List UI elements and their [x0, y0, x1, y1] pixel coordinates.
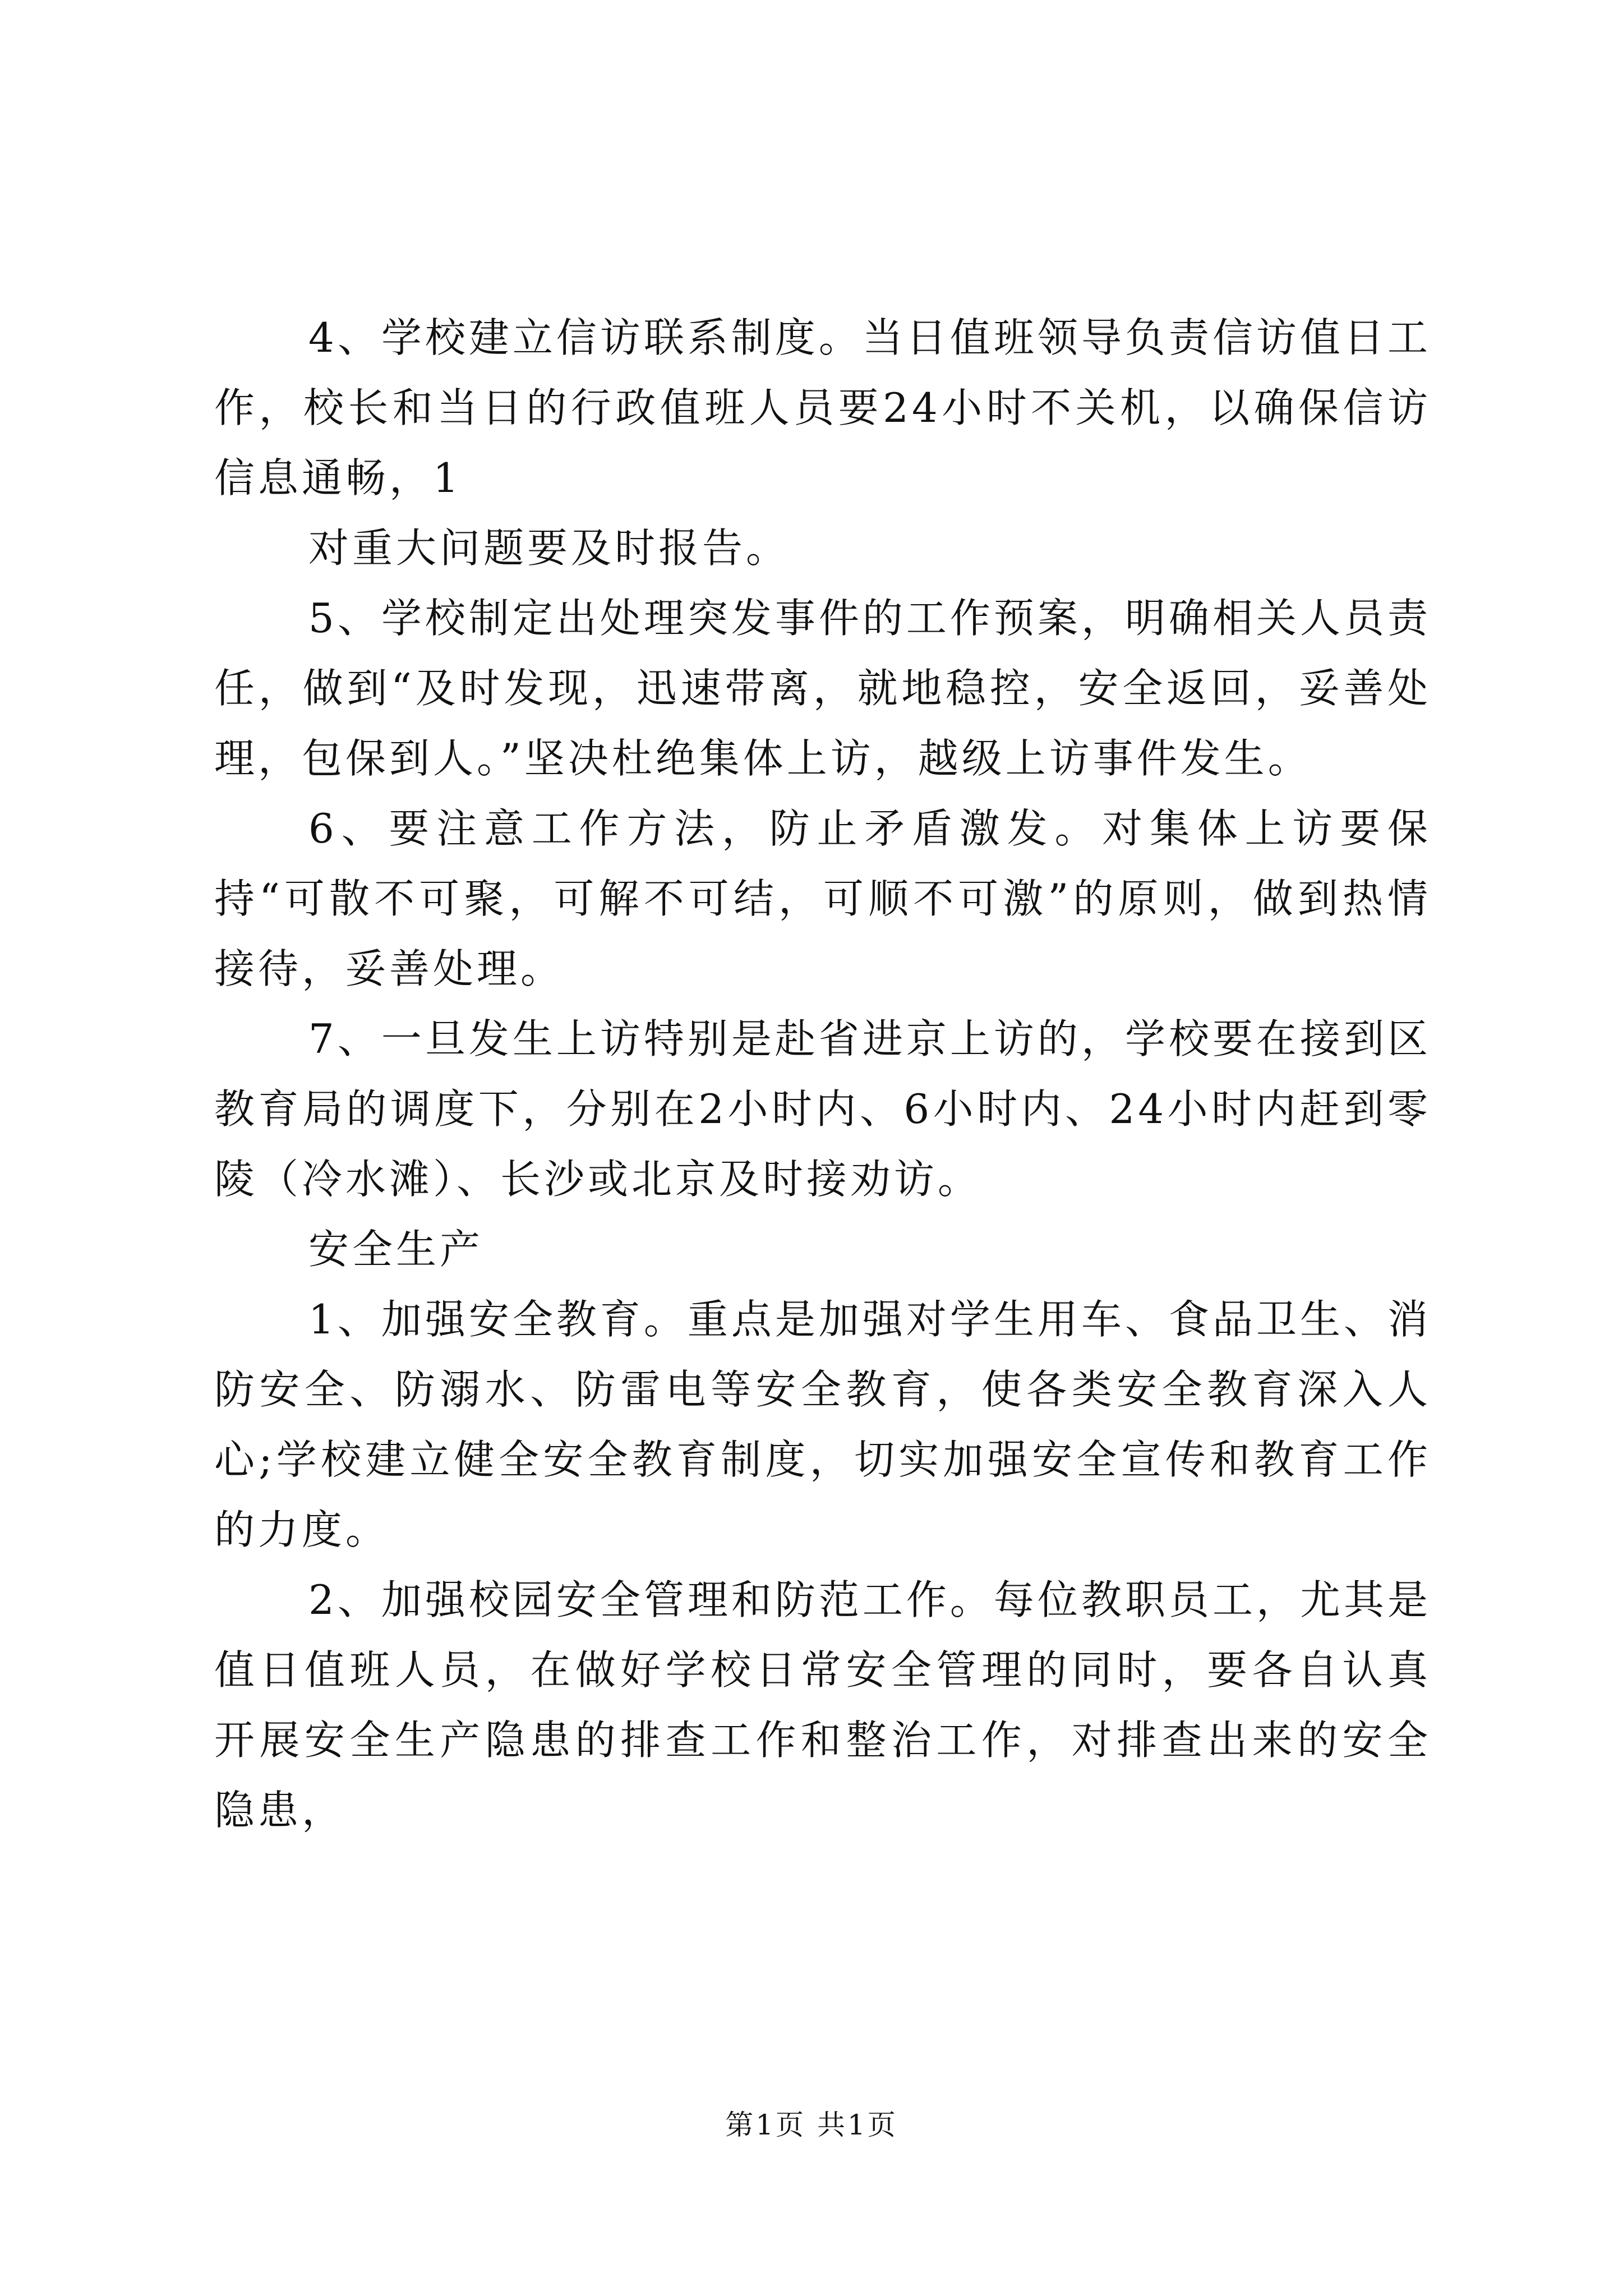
- paragraph-item-5: 5、学校制定出处理突发事件的工作预案，明确相关人员责任，做到“及时发现，迅速带离，就地稳控，安全返回，妥善处理，包保到人。”坚决杜绝集体上访，越级上访事件发生。: [214, 595, 1431, 782]
- page-footer: 第1页 共1页: [725, 2109, 898, 2141]
- paragraph-item-7: 7、一旦发生上访特别是赴省进京上访的，学校要在接到区教育局的调度下，分别在2小时内、6小时内、24小时内赶到零陵（冷水滩）、长沙或北京及时接劝访。: [214, 1015, 1431, 1203]
- section-heading-safety: 安全生产: [308, 1226, 484, 1273]
- paragraph-item-6: 6、要注意工作方法，防止矛盾激发。对集体上访要保持“可散不可聚，可解不可结，可顺不可激”的原则，做到热情接待，妥善处理。: [214, 805, 1431, 992]
- paragraph-safety-2: 2、加强校园安全管理和防范工作。每位教职员工，尤其是值日值班人员，在做好学校日常安全管理的同时，要各自认真开展安全生产隐患的排查工作和整治工作，对排查出来的安全隐患，: [214, 1576, 1431, 1834]
- document-body: [214, 303, 1431, 1846]
- paragraph-continuation: 对重大问题要及时报告。: [308, 524, 790, 572]
- paragraph-safety-1: 1、加强安全教育。重点是加强对学生用车、食品卫生、消防安全、防溺水、防雷电等安全教育，使各类安全教育深入人心;学校建立健全安全教育制度，切实加强安全宣传和教育工作的力度。: [214, 1296, 1431, 1553]
- paragraph-item-4: 4、学校建立信访联系制度。当日值班领导负责信访值日工作，校长和当日的行政值班人员要24小时不关机，以确保信访信息通畅，1: [214, 314, 1431, 501]
